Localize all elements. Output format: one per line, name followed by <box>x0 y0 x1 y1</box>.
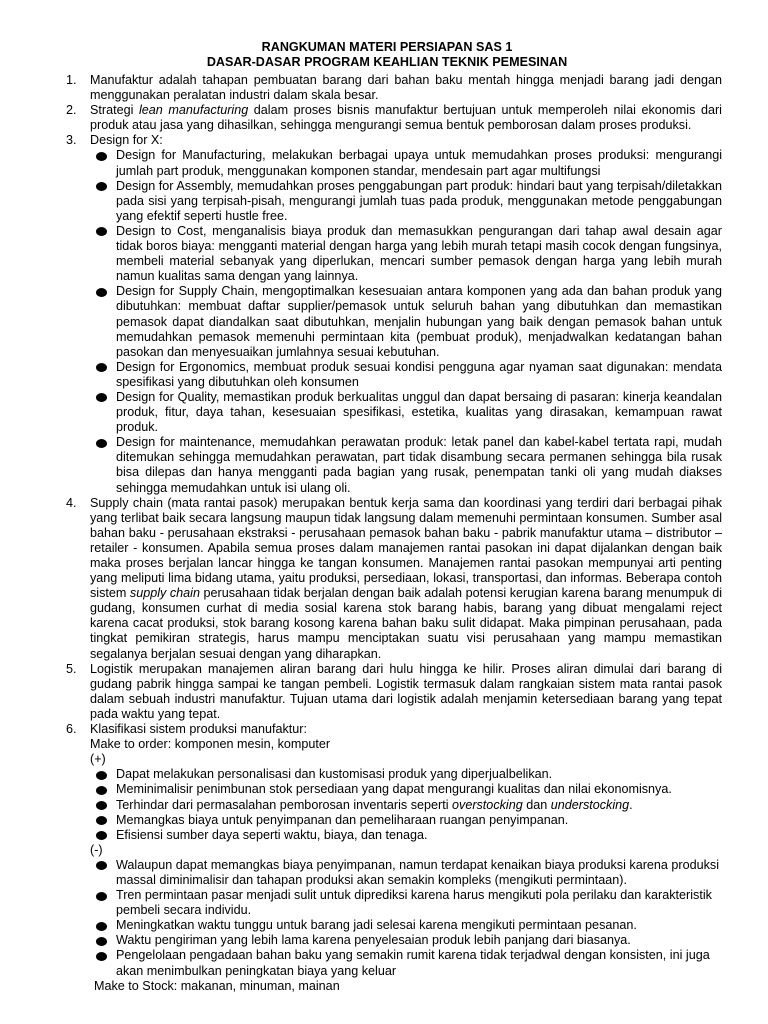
bullet-item: Efisiensi sumber daya seperti waktu, biaya, dan tenaga. <box>90 828 722 843</box>
bullet-dot-icon <box>96 922 107 931</box>
make-to-stock-label: Make to Stock: makanan, minuman, mainan <box>94 978 340 993</box>
bullet-dot-icon <box>96 393 107 402</box>
bullet-item: Dapat melakukan personalisasi dan kustomisasi produk yang diperjualbelikan. <box>90 767 722 782</box>
bullet-item: Design for Ergonomics, membuat produk sesuai kondisi pengguna agar nyaman saat digunakan: mendata spesifikasi yang dibutuhkan oleh konsumen <box>90 360 722 390</box>
bullet-item: Waktu pengiriman yang lebih lama karena penyelesaian produk lebih panjang dari biasanya. <box>90 933 722 948</box>
bullet-dot-icon <box>96 288 107 297</box>
bullet-dot-icon <box>96 831 107 840</box>
bullet-item: Pengelolaan pengadaan bahan baku yang semakin rumit karena tidak terjadwal dengan konsisten, ini juga akan menimbulkan peningkatan biaya yang keluar <box>90 948 722 978</box>
item-heading: Klasifikasi sistem produksi manufaktur: <box>90 722 307 737</box>
bullet-dot-icon <box>96 771 107 780</box>
document-title <box>52 40 722 70</box>
advantages-label: (+) <box>90 752 106 767</box>
list-item-6 <box>66 722 722 994</box>
item-text: Logistik merupakan manajemen aliran barang dari hulu hingga ke hilir. Proses aliran dimulai dari barang di gudang pabrik hingga sampai ke tangan pembeli. Logistik termasuk dalam rangkaian sistem mata rantai pasok dalam sebuah industri manufaktur. Tujuan utama dari logistik adalah menjamin ketersediaan barang yang tepat pada waktu yang tepat. <box>90 661 722 721</box>
bullet-item: Meminimalisir penimbunan stok persediaan yang dapat mengurangi kualitas dan nilai ekonomisnya. <box>90 782 722 797</box>
bullet-item: Design for Manufacturing, melakukan berbagai upaya untuk memudahkan proses produksi: mengurangi jumlah part produk, menggunakan komponen standar, mendesain part agar multifungsi <box>90 148 722 178</box>
bullet-dot-icon <box>96 861 107 870</box>
item-number: 5. <box>66 661 77 676</box>
design-for-x-bullets <box>90 148 722 495</box>
title-line-2: DASAR-DASAR PROGRAM KEAHLIAN TEKNIK PEMESINAN <box>206 55 568 69</box>
disadvantages-label: (-) <box>90 842 103 857</box>
bullet-dot-icon <box>96 439 107 448</box>
bullet-item: Memangkas biaya untuk penyimpanan dan pemeliharaan ruangan penyimpanan. <box>90 813 722 828</box>
bullet-item: Tren permintaan pasar menjadi sulit untuk diprediksi karena harus mengikuti pola perilaku dan karakteristik pembeli secara individu. <box>90 888 722 918</box>
list-item-2 <box>66 103 722 133</box>
advantages-bullets <box>90 767 722 842</box>
item-text: Strategi lean manufacturing dalam proses bisnis manufaktur bertujuan untuk memperoleh nilai ekonomis dari produk atau jasa yang dihasilkan, sehingga mengurangi semua bentuk pemborosan dalam proses produksi. <box>90 103 722 133</box>
make-to-order-label: Make to order: komponen mesin, komputer <box>90 737 331 752</box>
emphasis-text: lean manufacturing <box>139 103 249 118</box>
bullet-item: Meningkatkan waktu tunggu untuk barang jadi selesai karena mengikuti permintaan pesanan. <box>90 918 722 933</box>
bullet-dot-icon <box>96 152 107 161</box>
bullet-dot-icon <box>96 801 107 810</box>
item-number: 3. <box>66 133 77 148</box>
bullet-dot-icon <box>96 363 107 372</box>
bullet-dot-icon <box>96 786 107 795</box>
bullet-dot-icon <box>96 182 107 191</box>
disadvantages-bullets <box>90 858 722 979</box>
item-text: Manufaktur adalah tahapan pembuatan barang dari bahan baku mentah hingga menjadi barang jadi dengan menggunakan peralatan industri dalam skala besar. <box>90 73 722 103</box>
bullet-dot-icon <box>96 937 107 946</box>
item-heading: Design for X: <box>90 133 163 148</box>
bullet-item: Design to Cost, menganalisis biaya produk dan memasukkan pengurangan dari tahap awal desain agar tidak boros biaya: mengganti material dengan harga yang lebih murah tetapi masih cocok dengan fungsinya, membeli material sebanyak yang diperlukan, mencari sumber pemasok dengan harga yang lebih murah namun kualitas sama dengan yang lainnya. <box>90 224 722 284</box>
item-number: 4. <box>66 495 77 510</box>
bullet-item: Design for Assembly, memudahkan proses penggabungan part produk: hindari baut yang terpisah/diletakkan pada sisi yang terpisah-pisah, mengurangi jumlah tuas pada produk, menggunakan metode penggabungan yang efektif seperti hustle free. <box>90 179 722 224</box>
item-number: 2. <box>66 103 77 118</box>
bullet-item: Terhindar dari permasalahan pemborosan inventaris seperti overstocking dan understocking. <box>90 798 722 813</box>
bullet-item: Walaupun dapat memangkas biaya penyimpanan, namun terdapat kenaikan biaya produksi karena produksi massal diminimalisir dan tahapan produksi akan semakin kompleks (mengikuti permintaan). <box>90 858 722 888</box>
list-item-1 <box>66 73 722 103</box>
bullet-item: Design for Quality, memastikan produk berkualitas unggul dan dapat bersaing di pasaran: kinerja keandalan produk, fitur, daya tahan, kesesuaian spesifikasi, estetika, kualitas yang dirasakan, kemampuan rawat produk. <box>90 390 722 435</box>
bullet-dot-icon <box>96 227 107 236</box>
item-number: 6. <box>66 722 77 737</box>
emphasis-text: supply chain <box>129 586 200 601</box>
title-line-1: RANGKUMAN MATERI PERSIAPAN SAS 1 <box>261 40 513 54</box>
list-item-5 <box>66 662 722 722</box>
list-item-4 <box>66 496 722 662</box>
bullet-item: Design for Supply Chain, mengoptimalkan kesesuaian antara komponen yang ada dan bahan produk yang dibutuhkan: membuat daftar supplier/pemasok untuk seluruh bahan yang dibutuhkan dan memastikan pemasok dapat diandalkan saat dibutuhkan, menjalin hubungan yang baik dengan pemasok bahan untuk memudahkan pemasok memenuhi permintaan kita (pembuat produk), menjadwalkan kedatangan bahan pasokan dan menyesuaikan jumlahnya sesuai kebutuhan. <box>90 284 722 359</box>
item-number: 1. <box>66 73 77 87</box>
bullet-item: Design for maintenance, memudahkan perawatan produk: letak panel dan kabel-kabel tertata rapi, mudah ditemukan sehingga memudahkan perawatan, part tidak disambung secara permanen sehingga bila rusak bisa dilepas dan hanya mengganti pada bagian yang rusak, penempatan tanki oli yang mudah diakses sehingga memudahkan untuk isi ulang oli. <box>90 435 722 495</box>
bullet-dot-icon <box>96 892 107 901</box>
list-item-3 <box>66 133 722 495</box>
item-text: Supply chain (mata rantai pasok) merupakan bentuk kerja sama dan koordinasi yang terdiri dari berbagai pihak yang terlibat baik secara langsung maupun tidak langsung dalam memenuhi permintaan konsumen. Sumber asal bahan baku - perusahaan ekstraksi - perusahaan pemasok bahan baku - pabrik manufaktur utama – distributor – retailer - konsumen. Apabila semua proses dalam manajemen rantai pasokan ini dapat dijalankan dengan baik maka proses berjalan lancar hingga ke tangan konsumen. Manajemen rantai pasokan mempunyai arti penting yang meliputi lima bidang utama, yaitu produksi, persediaan, lokasi, transportasi, dan informas. Beberapa contoh sistem supply chain perusahaan tidak berjalan dengan baik adalah potensi kerugian karena barang menumpuk di gudang, konsumen curhat di media sosial karena stok barang habis, barang yang dibuat mengalami reject karena cacat produksi, stok barang kosong karena bahan baku sulit didapat. Maka pimpinan perusahaan, pada tingkat pemikiran strategis, harus mampu menciptakan suatu visi perusahaan yang mampu memastikan segalanya berjalan sesuai dengan yang diharapkan. <box>90 495 722 661</box>
bullet-dot-icon <box>96 816 107 825</box>
numbered-list <box>66 73 722 994</box>
bullet-dot-icon <box>96 952 107 961</box>
